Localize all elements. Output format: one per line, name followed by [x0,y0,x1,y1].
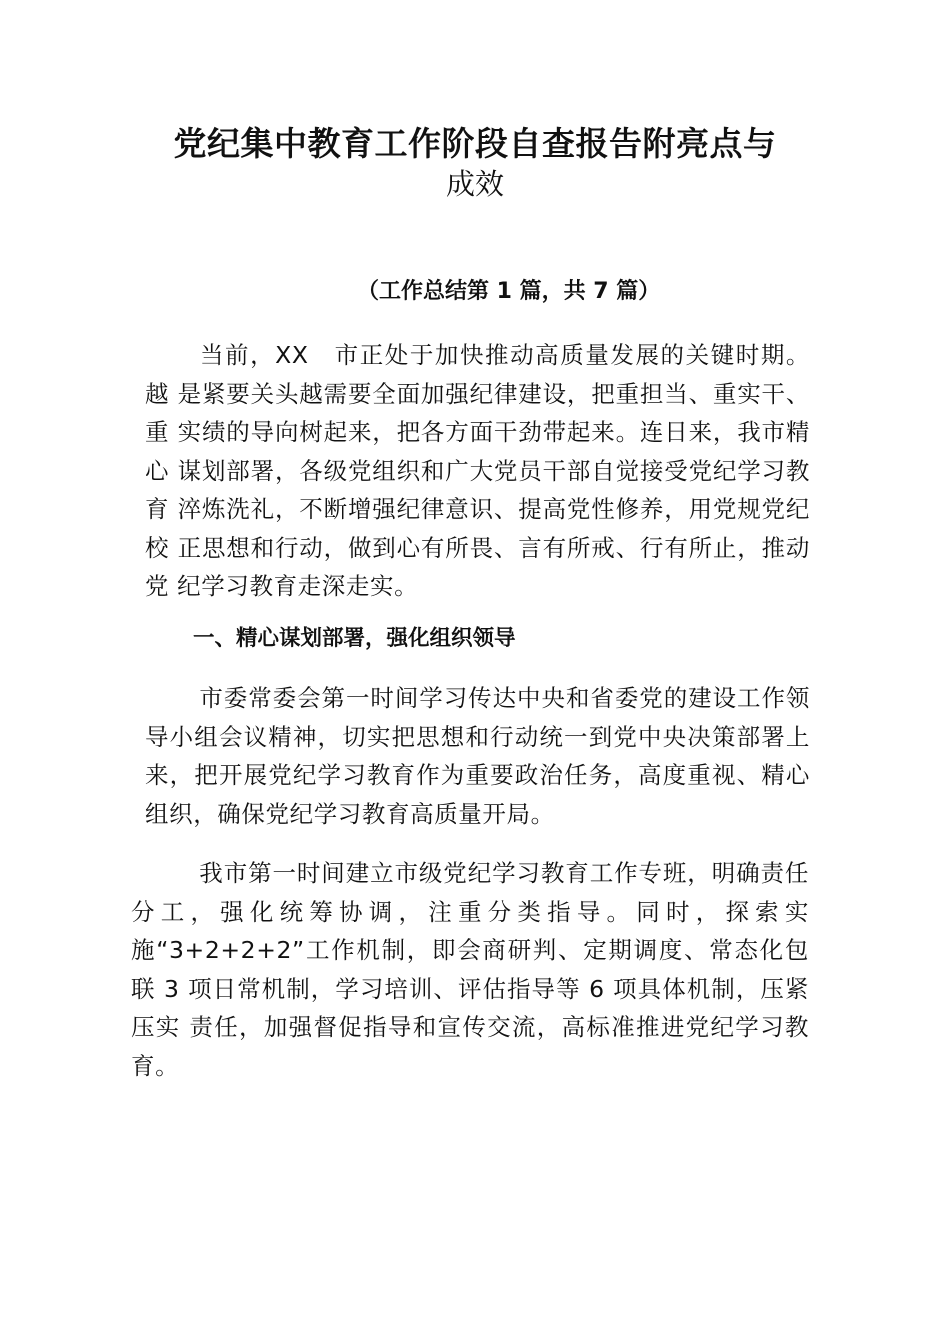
document-subtitle: （工作总结第 1 篇，共 7 篇） [357,279,661,304]
paragraph-1-text: 当前，XX 市正处于加快推动高质量发展的关键时期。越 是紧要关头越需要全面加强纪律建设，把重担当、重实干、重 实绩的导向树起来，把各方面干劲带起来。连日来，我市精心 谋划部署，各级党组织和广大党员干部自觉接受党纪学习教育 淬炼洗礼，不断增强纪律意识、提高党性修养，用党规党纪校 正思想和行动，做到心有所畏、言有所戒、行有所止，推动党 纪学习教育走深走实。 [145,341,810,600]
section-heading-1: 一、精心谋划部署，强化组织领导 [193,626,516,651]
paragraph-1 [145,336,810,606]
paragraph-2 [145,679,810,833]
document-title-line1: 党纪集中教育工作阶段自查报告附亮点与 [173,124,777,163]
paragraph-3 [131,854,809,1085]
paragraph-2-text: 市委常委会第一时间学习传达中央和省委党的建设工作领导小组会议精神，切实把思想和行动统一到党中央决策部署上来，把开展党纪学习教育作为重要政治任务，高度重视、精心组织，确保党纪学习教育高质量开局。 [145,684,810,828]
paragraph-3-text: 我市第一时间建立市级党纪学习教育工作专班，明确责任分工，强化统筹协调，注重分类指导。同时，探索实施“3+2+2+2”工作机制，即会商研判、定期调度、常态化包联 3 项日常机制，学习培训、评估指导等 6 项具体机制，压紧压实 责任，加强督促指导和宣传交流，高标准推进党纪学习教育。 [131,859,809,1080]
document-title-line2: 成效 [445,167,504,201]
